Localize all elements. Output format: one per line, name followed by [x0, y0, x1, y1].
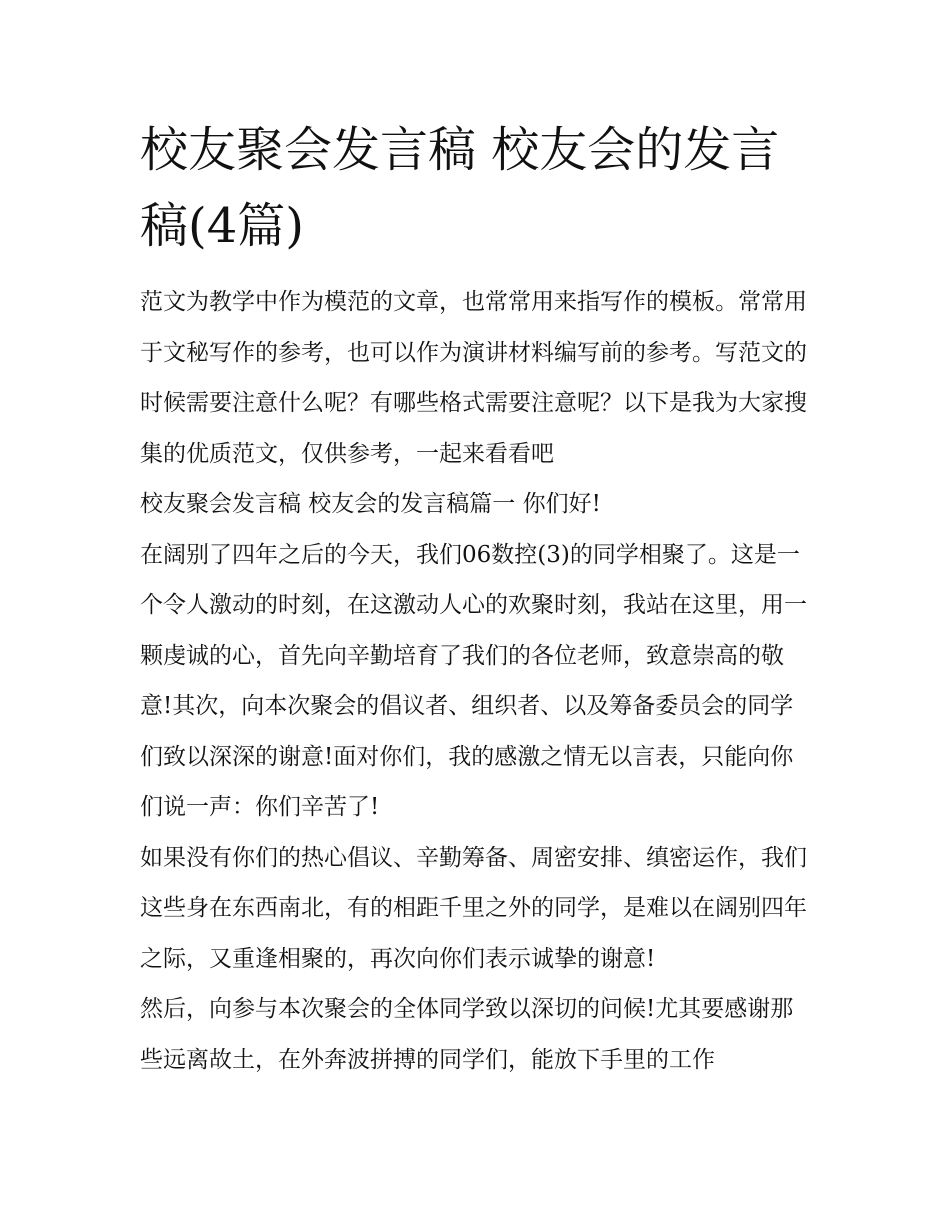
paragraph-intro: 范文为教学中作为模范的文章，也常常用来指写作的模板。常常用于文秘写作的参考，也可以作为演讲材料编写前的参考。写范文的时候需要注意什么呢？有哪些格式需要注意呢？以下是我为大家搜集的优质范文，仅供参考，一起来看看吧: [140, 289, 807, 467]
paragraph-thanks: 如果没有你们的热心倡议、辛勤筹备、周密安排、缜密运作，我们这些身在东西南北，有的相距千里之外的同学，是难以在阔别四年之际，又重逢相聚的，再次向你们表示诚挚的谢意!: [140, 844, 807, 972]
document-body: [140, 277, 815, 1085]
paragraph-heading-greeting: 校友聚会发言稿 校友会的发言稿篇一 你们好!: [140, 491, 601, 517]
paragraph-reunion: 在阔别了四年之后的今天，我们06数控(3)的同学相聚了。这是一个令人激动的时刻，在这激动人心的欢聚时刻，我站在这里，用一颗虔诚的心，首先向辛勤培育了我们的各位老师，致意崇高的敬意!其次，向本次聚会的倡议者、组织者、以及筹备委员会的同学们致以深深的谢意!面对你们，我的感激之情无以言表，只能向你们说一声：你们辛苦了!: [140, 541, 807, 820]
document-title: 校友聚会发言稿 校友会的发言稿(4篇): [140, 122, 780, 254]
paragraph-greetings: 然后，向参与本次聚会的全体同学致以深切的问候!尤其要感谢那些远离故土，在外奔波拼搏的同学们，能放下手里的工作: [140, 996, 794, 1073]
